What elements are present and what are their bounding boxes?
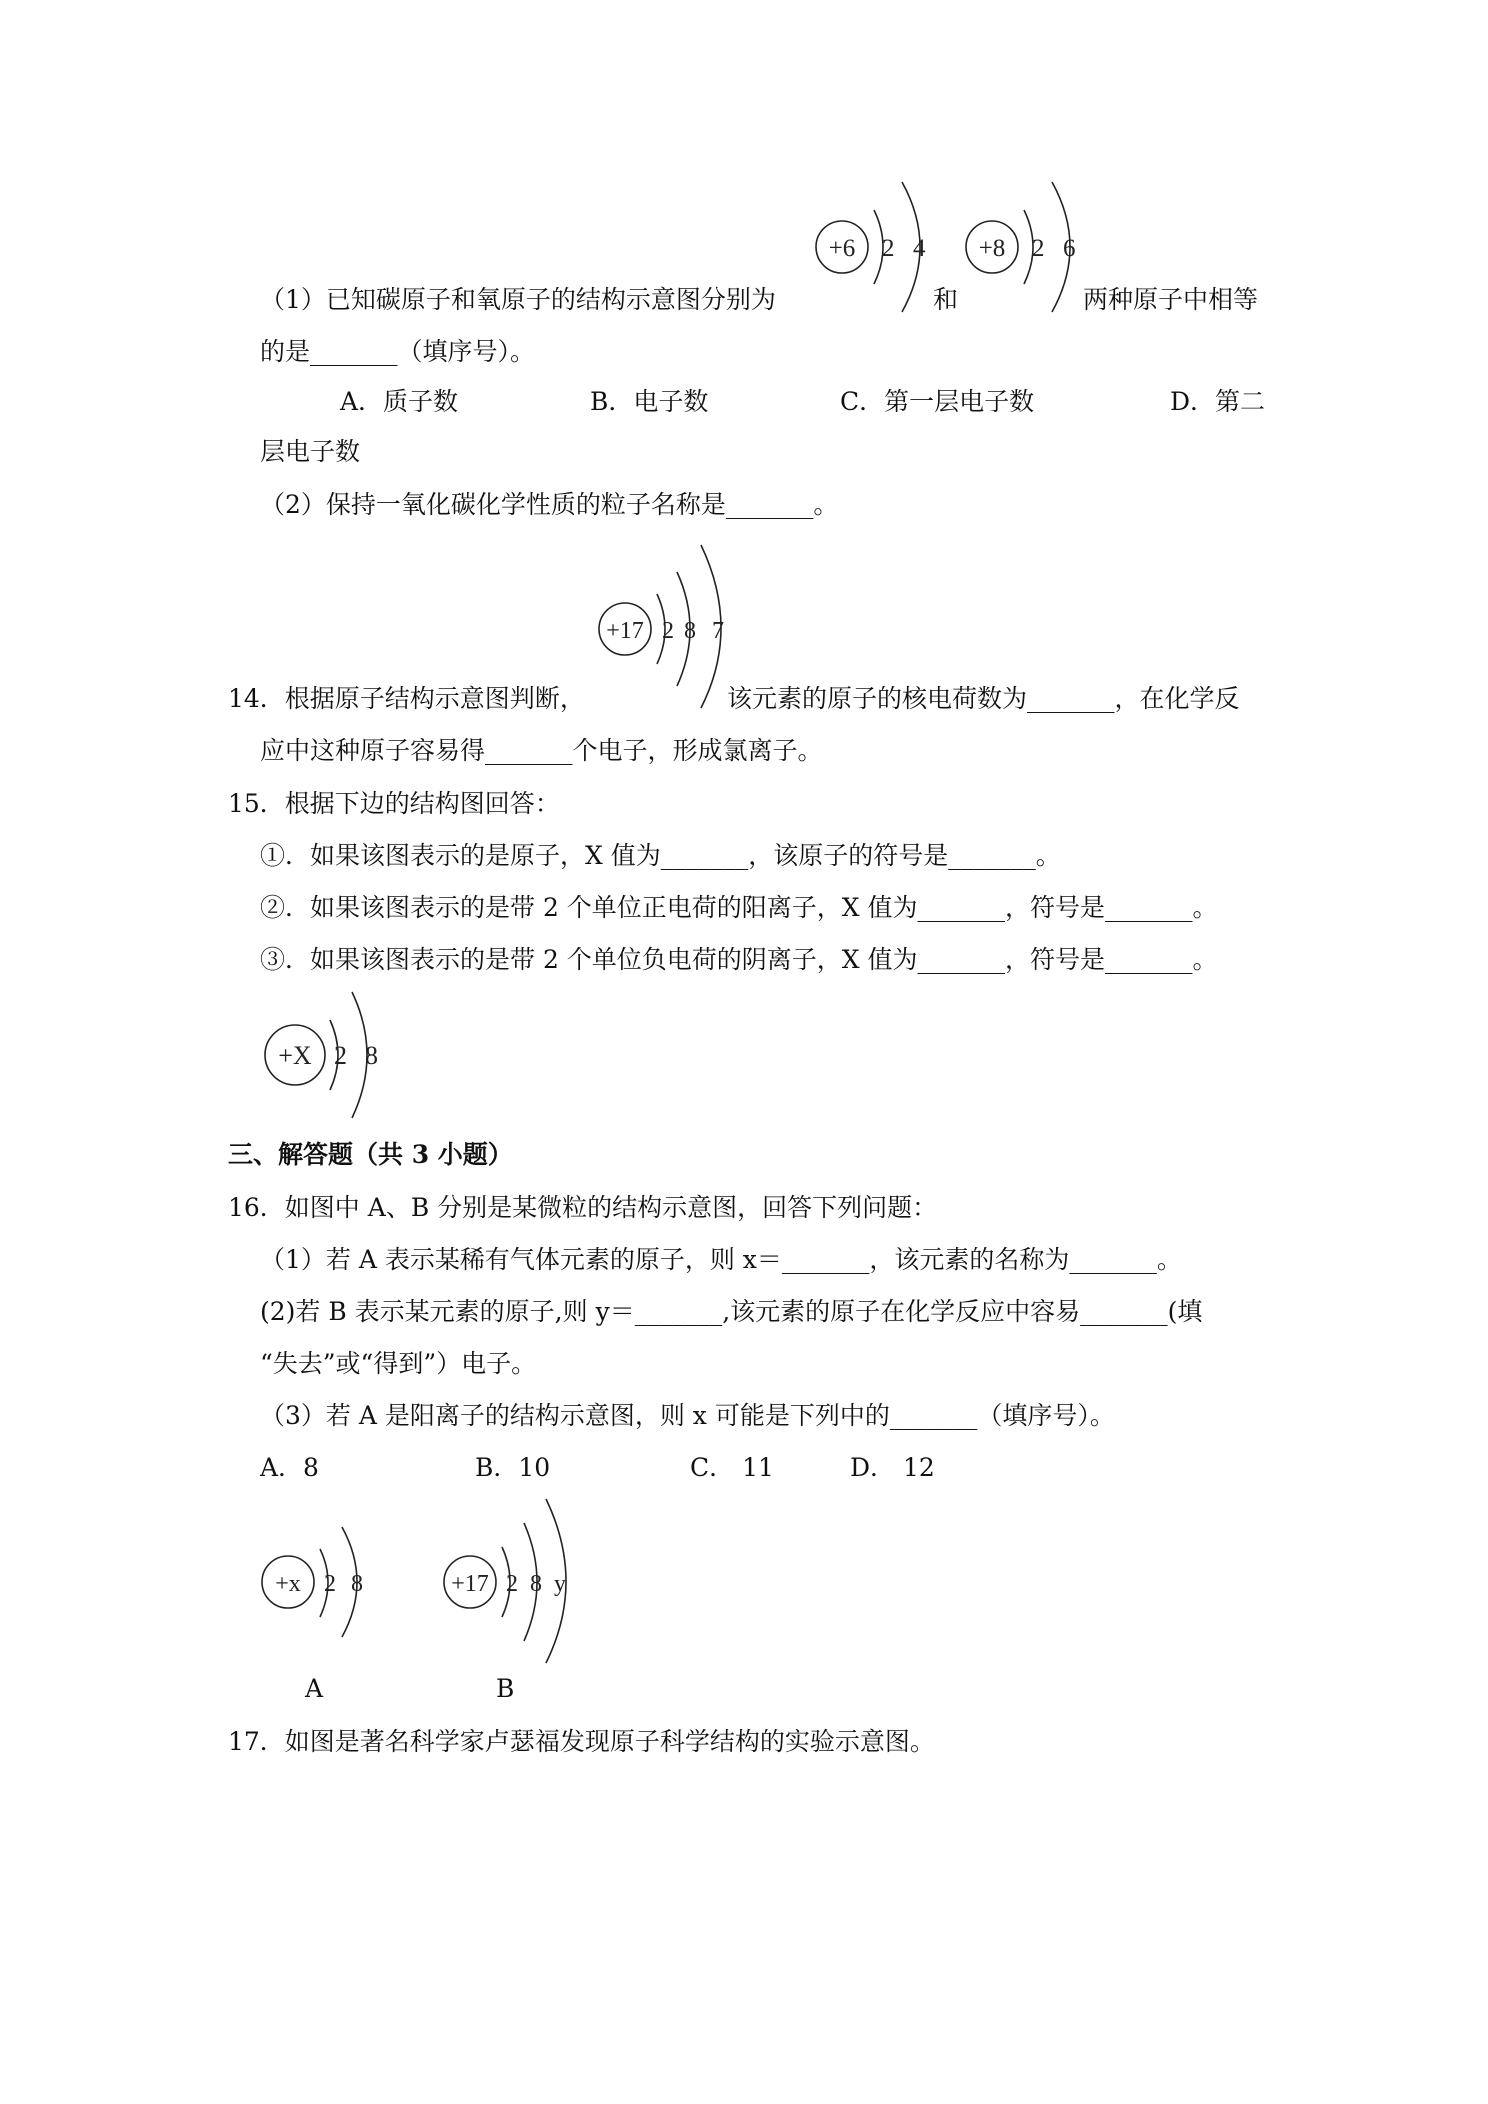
q17-stem: 17．如图是著名科学家卢瑟福发现原子科学结构的实验示意图。 — [228, 1727, 935, 1756]
atom-b-shell-2-electrons: 8 — [530, 1571, 542, 1597]
q14-line1-tail: 该元素的原子的核电荷数为_______，在化学反 — [727, 684, 1240, 713]
oxygen-shell-1-electrons: 2 — [1032, 235, 1045, 262]
chlorine-shell-2-electrons: 8 — [684, 618, 696, 644]
carbon-shell-1-electrons: 2 — [882, 235, 895, 262]
carbon-atom-diagram — [810, 180, 950, 300]
q13-option-continuation: 层电子数 — [260, 437, 361, 466]
q13-part2-text: （2）保持一氧化碳化学性质的粒子名称是_______。 — [260, 490, 839, 519]
atom-b-shell-1-electrons: 2 — [506, 1571, 518, 1597]
q16-stem: 16．如图中 A、B 分别是某微粒的结构示意图，回答下列问题： — [228, 1193, 938, 1222]
q15-item-3: ③．如果该图表示的是带 2 个单位负电荷的阴离子，X 值为_______，符号是_______。 — [260, 945, 1218, 974]
q13-option-b: B．电子数 — [590, 387, 709, 416]
oxygen-nucleus-label: +8 — [978, 235, 1006, 262]
carbon-shell-2-electrons: 4 — [913, 235, 926, 262]
q16-option-c: C． 11 — [690, 1453, 774, 1482]
q13-part1-tail: 两种原子中相等 — [1083, 285, 1259, 314]
x-atom-diagram — [260, 990, 400, 1120]
q16-option-b: B．10 — [475, 1453, 551, 1482]
carbon-nucleus-label: +6 — [828, 235, 856, 262]
chlorine-shell-1-electrons: 2 — [662, 618, 674, 644]
q13-and-text: 和 — [933, 285, 959, 314]
q14-line1-text: 14．根据原子结构示意图判断， — [228, 684, 585, 713]
atom-b-diagram — [440, 1495, 590, 1665]
q14-line2-text: 应中这种原子容易得_______个电子，形成氯离子。 — [260, 736, 823, 765]
atom-b-nucleus-label: +17 — [451, 1571, 489, 1597]
oxygen-atom-diagram — [960, 180, 1100, 300]
q13-option-a: A．质子数 — [340, 387, 459, 416]
q16-part2: (2)若 B 表示某元素的原子,则 y＝_______,该元素的原子在化学反应中容易_______(填 — [260, 1297, 1203, 1326]
atom-a-nucleus-label: +x — [275, 1571, 301, 1597]
q13-option-d: D．第二 — [1170, 387, 1266, 416]
section-3-title: 三、解答题（共 3 小题） — [228, 1140, 513, 1169]
q16-part3: （3）若 A 是阳离子的结构示意图，则 x 可能是下列中的_______（填序号）。 — [260, 1401, 1115, 1430]
chlorine-shell-3-electrons: 7 — [712, 618, 724, 644]
atom-a-caption: A — [305, 1674, 324, 1703]
oxygen-shell-2-electrons: 6 — [1063, 235, 1076, 262]
x-atom-shell-2-electrons: 8 — [365, 1041, 378, 1070]
q15-item-1: ①．如果该图表示的是原子，X 值为_______，该原子的符号是_______。 — [260, 841, 1061, 870]
chlorine-nucleus-label: +17 — [606, 618, 644, 644]
q13-part1-text: （1）已知碳原子和氧原子的结构示意图分别为 — [260, 285, 776, 314]
atom-a-shell-2-electrons: 8 — [351, 1571, 363, 1597]
q13-option-c: C．第一层电子数 — [840, 387, 1035, 416]
q15-item-2: ②．如果该图表示的是带 2 个单位正电荷的阳离子，X 值为_______，符号是_______。 — [260, 893, 1218, 922]
atom-a-diagram — [260, 1525, 390, 1640]
q16-option-d: D． 12 — [850, 1453, 935, 1482]
chlorine-atom-diagram — [595, 540, 745, 710]
x-atom-nucleus-label: +X — [278, 1041, 312, 1070]
atom-a-shell-1-electrons: 2 — [324, 1571, 336, 1597]
q15-stem: 15．根据下边的结构图回答： — [228, 789, 560, 818]
q16-part1: （1）若 A 表示某稀有气体元素的原子，则 x＝_______，该元素的名称为_______。 — [260, 1245, 1182, 1274]
atom-b-caption: B — [496, 1674, 515, 1703]
x-atom-shell-1-electrons: 2 — [334, 1041, 347, 1070]
atom-b-shell-3-electrons: y — [554, 1571, 566, 1597]
q16-part2-continuation: “失去”或“得到”）电子。 — [260, 1349, 537, 1378]
q13-part1-continuation: 的是_______（填序号）。 — [260, 337, 536, 366]
q16-option-a: A．8 — [260, 1453, 319, 1482]
